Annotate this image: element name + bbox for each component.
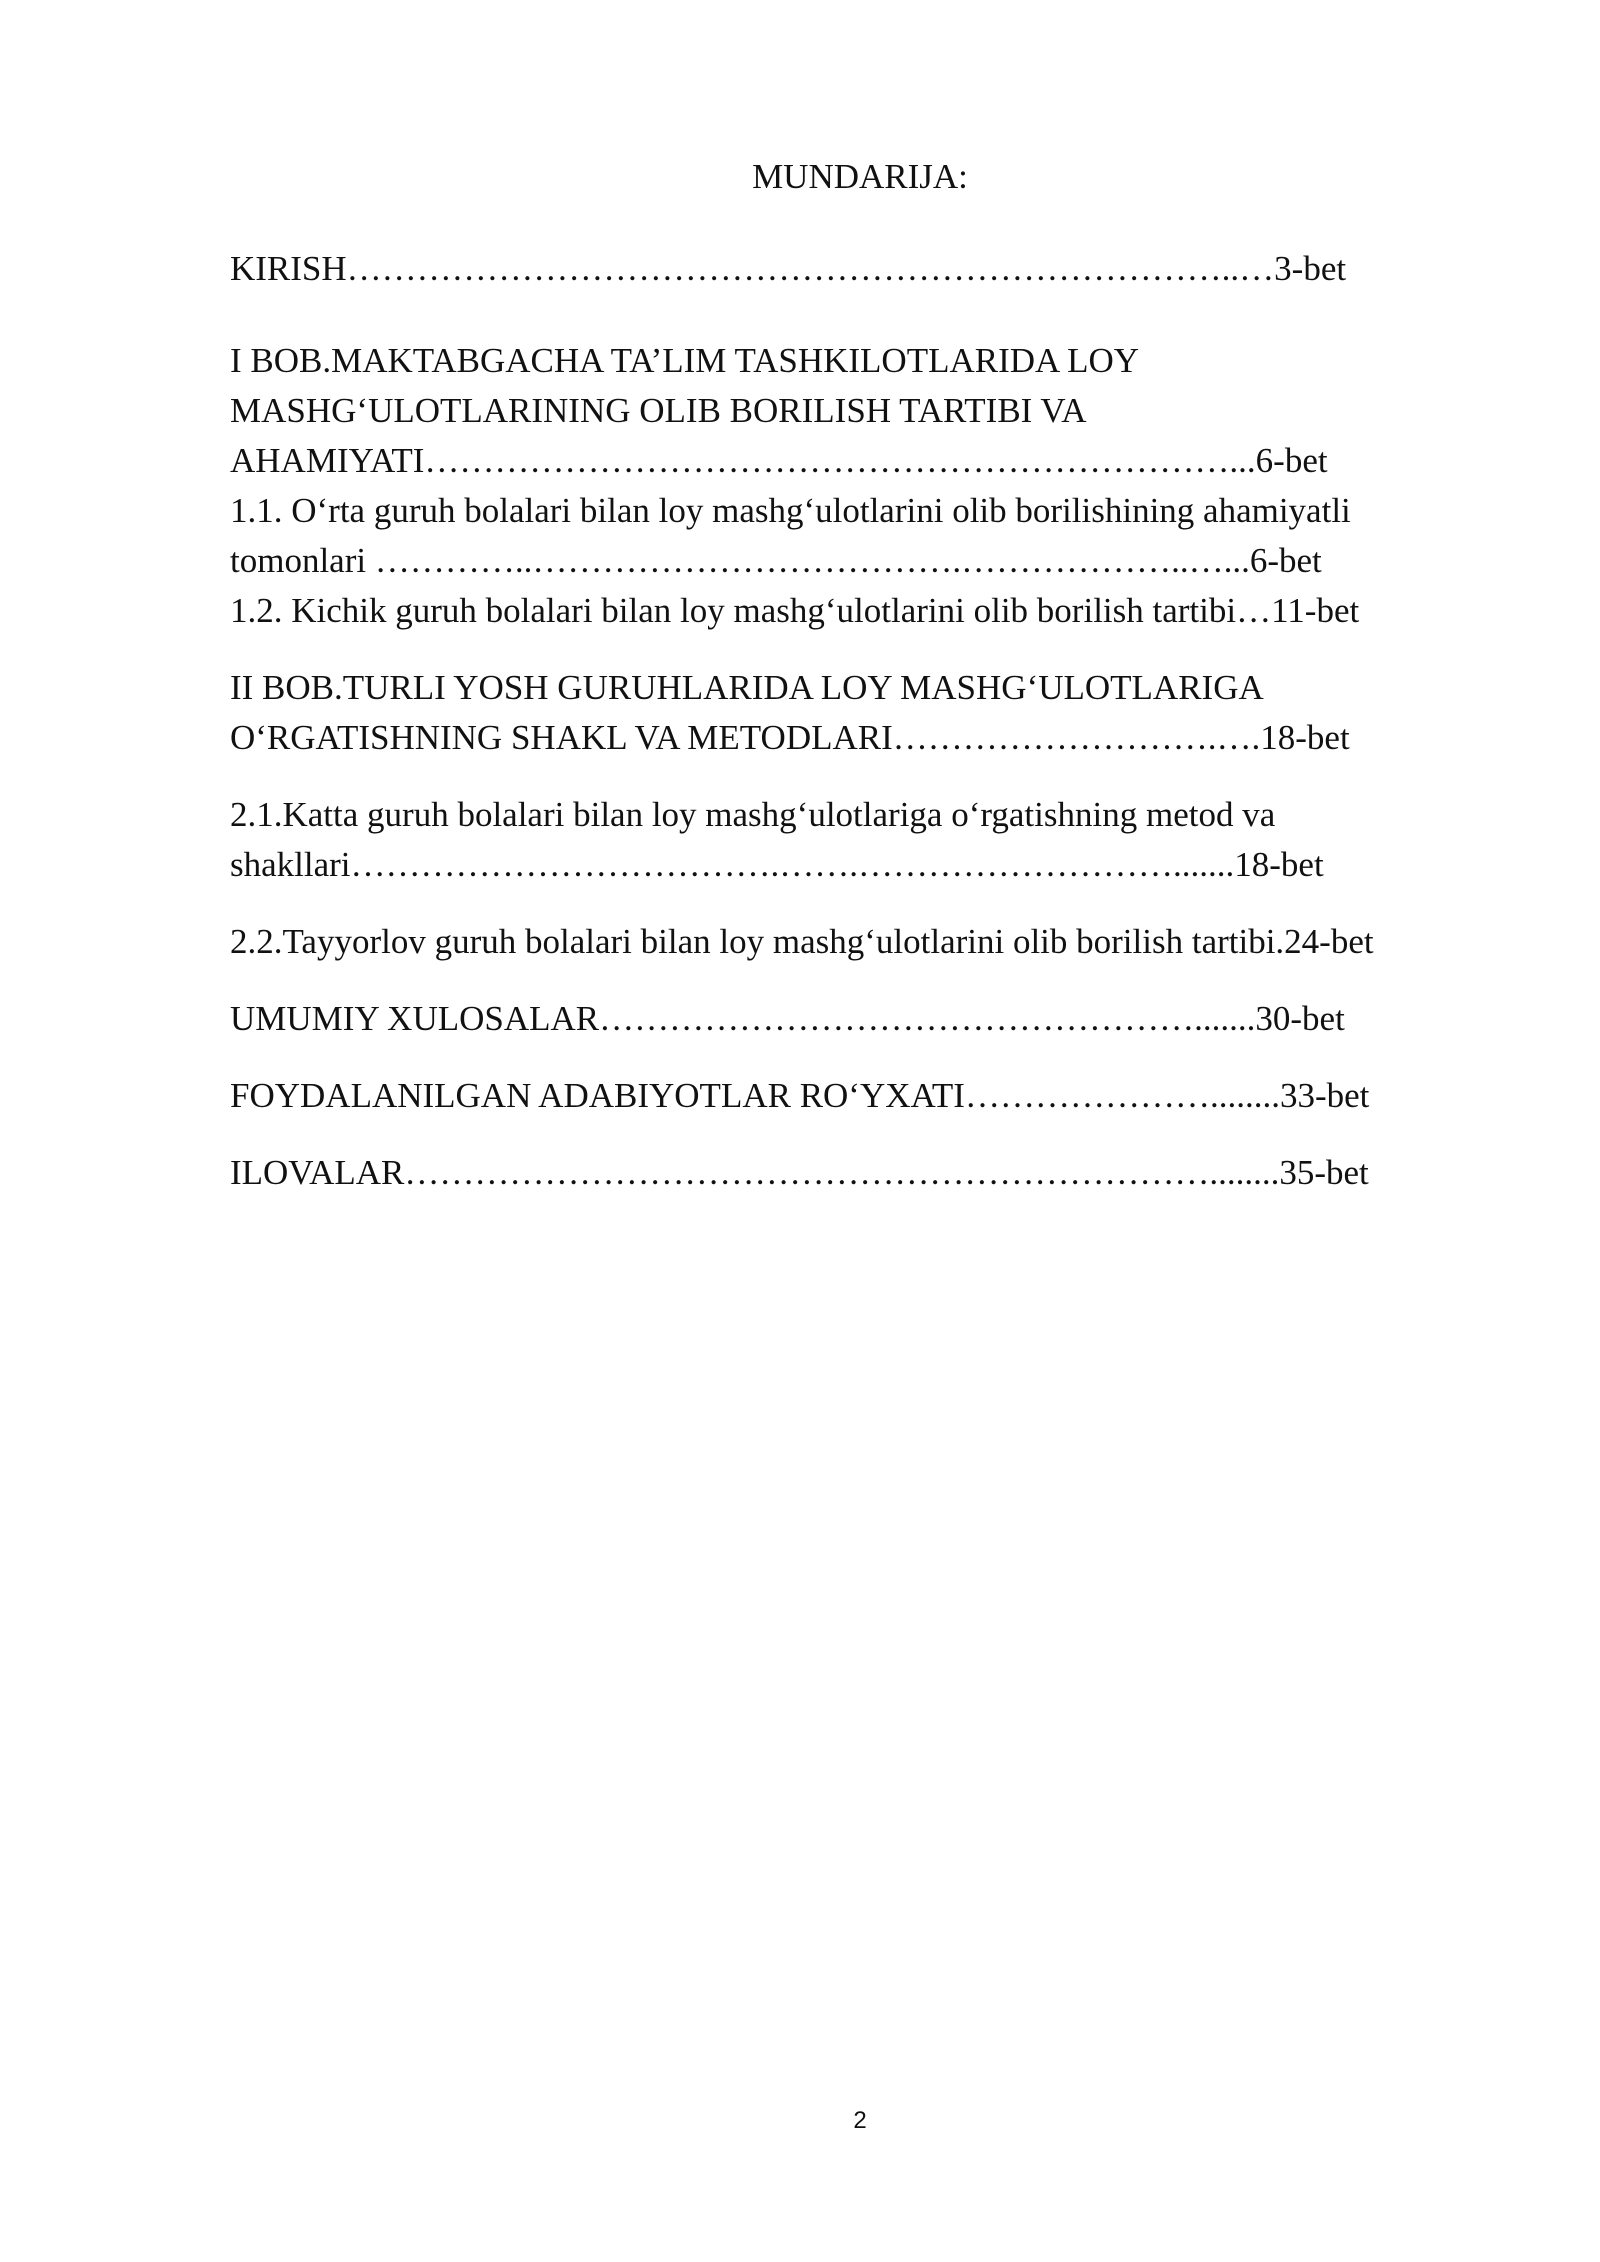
page-title: MUNDARIJA: [752, 157, 968, 196]
toc-chapter-2 [230, 663, 1480, 763]
toc-entry-chapter-2-line-1: II BOB.TURLI YOSH GURUHLARIDA LOY MASHG‘ULOTLARIGA [230, 668, 1264, 707]
page-number: 2 [853, 2107, 867, 2134]
table-of-contents [230, 244, 1480, 1198]
toc-entry-ilovalar: ILOVALAR……………………………………………………………........35-bet [230, 1153, 1369, 1192]
toc-chapter-1 [230, 336, 1480, 636]
toc-entry-adabiyotlar: FOYDALANILGAN ADABIYOTLAR RO‘YXATI…………………........33-bet [230, 1076, 1370, 1115]
toc-entry-xulosalar: UMUMIY XULOSALAR…………………………………………….......30-bet [230, 999, 1345, 1038]
toc-entry-chapter-2-line-2: O‘RGATISHNING SHAKL VA METODLARI……………………….….18-bet [230, 718, 1350, 757]
toc-entry-section-2-1-line-1: 2.1.Katta guruh bolalari bilan loy mashg‘ulotlariga o‘rgatishning metod va [230, 795, 1276, 834]
toc-entry-section-1-1-line-2: tomonlari …………..……………………………….………………..…...6-bet [230, 541, 1322, 580]
toc-entry-chapter-1-line-2: MASHG‘ULOTLARINING OLIB BORILISH TARTIBI VA [230, 391, 1087, 430]
toc-entry-section-1-1-line-1: 1.1. O‘rta guruh bolalari bilan loy mashg‘ulotlarini olib borilishining ahamiyatli [230, 491, 1351, 530]
toc-section-2-1 [230, 790, 1480, 890]
toc-entry-chapter-1-line-3: AHAMIYATI……………………………………………………………...6-bet [230, 441, 1328, 480]
toc-entry-chapter-1-line-1: I BOB.MAKTABGACHA TA’LIM TASHKILOTLARIDA LOY [230, 341, 1140, 380]
toc-entry-section-2-1-line-2: shakllari……………………………….…….……………………….......18-bet [230, 845, 1324, 884]
toc-entry-kirish: KIRISH…………………………………………………………………..…3-bet [230, 249, 1347, 288]
toc-entry-section-2-2: 2.2.Tayyorlov guruh bolalari bilan loy mashg‘ulotlarini olib borilish tartibi.24-bet [230, 922, 1374, 961]
toc-entry-section-1-2: 1.2. Kichik guruh bolalari bilan loy mashg‘ulotlarini olib borilish tartibi…11-bet [230, 591, 1360, 630]
